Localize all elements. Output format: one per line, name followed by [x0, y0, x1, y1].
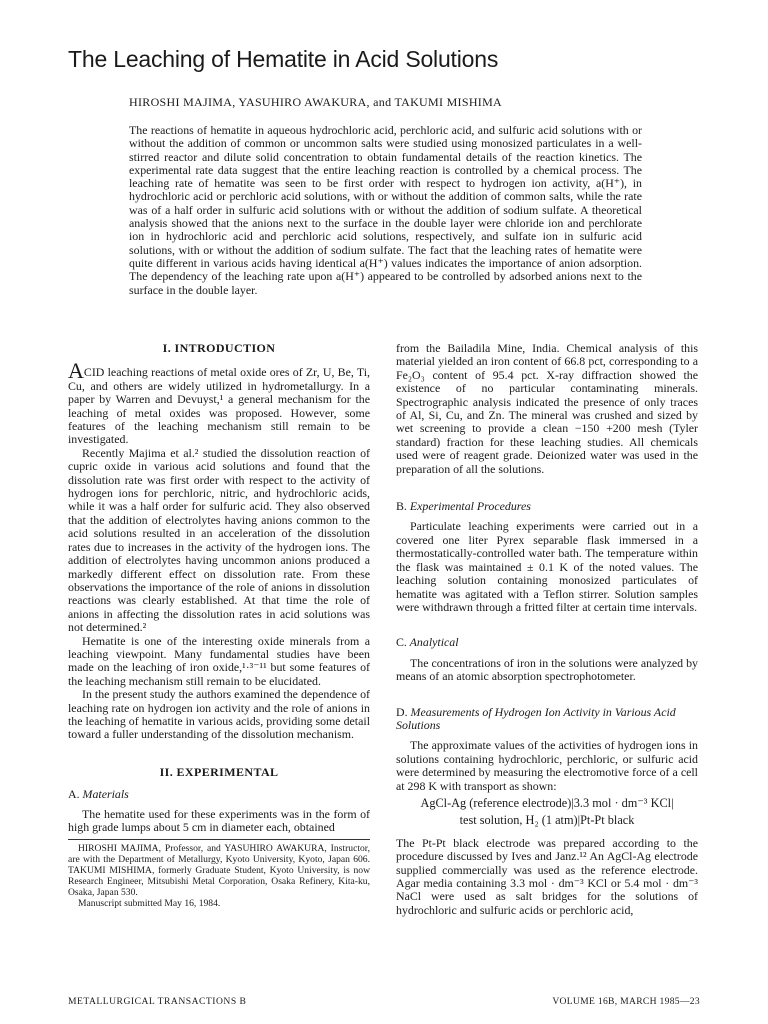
author-footnote	[68, 839, 370, 909]
materials-paragraph-continued: from the Bailadila Mine, India. Chemical analysis of this material yielded an iron content of 66.8 pct, corresponding to a Fe₂O₃ content of 95.4 pct. X-ray diffraction showed the existence of no particular contaminating minerals. Spectrographic analysis indicated the presence of only traces of Al, Si, Cu, and Zn. The mineral was crushed and sized by wet screening to provide a clean −150 +200 mesh (Tyler standard) fraction for these leaching studies. All chemicals used were of reagent grade. Deionized water was used in the preparation of all the solutions.	[396, 341, 698, 476]
analytical-paragraph: The concentrations of iron in the solutions were analyzed by means of an atomic absorption spectrophotometer.	[396, 655, 698, 684]
intro-paragraph-1	[68, 358, 370, 447]
subsection-label: B.	[396, 499, 407, 514]
section-heading-introduction: I. INTRODUCTION	[162, 341, 276, 355]
subsection-heading-materials	[68, 788, 370, 801]
subsection-title: Measurements of Hydrogen Ion Activity in Various Acid Solutions	[396, 704, 676, 732]
cell-equation-line-1: AgCl-Ag (reference electrode)|3.3 mol · dm⁻³ KCl|	[420, 795, 674, 810]
left-column	[68, 342, 370, 909]
subsection-title: Materials	[82, 787, 129, 802]
subsection-heading-measurements	[396, 706, 698, 733]
intro-paragraph-3: Hematite is one of the interesting oxide minerals from a leaching viewpoint. Many fundamental studies have been made on the leaching of iron oxide,¹·³⁻¹¹ but some features of the leaching mechanism still remain to be elucidated.	[68, 633, 370, 688]
subsection-title: Experimental Procedures	[409, 499, 531, 514]
footnote-submitted: Manuscript submitted May 16, 1984.	[78, 898, 221, 910]
drop-cap: A	[68, 358, 84, 384]
volume-page: VOLUME 16B, MARCH 1985—23	[552, 996, 700, 1007]
footnote-affiliations: HIROSHI MAJIMA, Professor, and YASUHIRO AWAKURA, Instructor, are with the Department of Metallurgy, Kyoto University, Kyoto, Japan 606. TAKUMI MISHIMA, formerly Graduate Student, Kyoto University, is now Research Engineer, Mitsubishi Metal Corporation, Osaka Refinery, Kita-ku, Osaka, Japan 530.	[68, 843, 370, 899]
subsection-heading-procedures	[396, 500, 698, 513]
intro-paragraph-2: Recently Majima et al.² studied the dissolution reaction of cupric oxide in various acid solutions and found that the dissolution rate was first order with respect to the activity of hydrogen ions for perchloric, nitric, and hydrochloric acids, while it was a half order for sulfuric acid. They also observed that the addition of electrolytes having anions common to the acid solutions resulted in an acceleration of the dissolution rates due to increases in the activity of the hydrogen ions. The addition of electrolytes having uncommon anions produced a markedly different effect on dissolution rate. From these observations the importance of the role of anions in dissolution reactions was clearly established. At that time the role of anions in affecting the dissolution rates in acid solutions was not determined.²	[68, 445, 370, 635]
subsection-label: C.	[396, 635, 407, 650]
subsection-heading-analytical	[396, 636, 698, 649]
author-list: HIROSHI MAJIMA, YASUHIRO AWAKURA, and TAKUMI MISHIMA	[129, 95, 503, 109]
measurements-paragraph-2: The Pt-Pt black electrode was prepared according to the procedure discussed by Ives and Janz.¹² An AgCl-Ag electrode supplied commercially was used as the reference electrode. Agar media containing 3.3 mol · dm⁻³ KCl or 5.4 mol · dm⁻³ NaCl were used as salt bridges for the solutions of hydrochloric and sulfuric acids or perchloric acid,	[396, 835, 698, 917]
materials-paragraph-start: The hematite used for these experiments was in the form of high grade lumps about 5 cm in diameter each, obtained	[68, 806, 370, 834]
paper-title: The Leaching of Hematite in Acid Solutions	[68, 46, 499, 72]
section-heading-experimental: II. EXPERIMENTAL	[159, 764, 279, 779]
journal-name: METALLURGICAL TRANSACTIONS B	[68, 996, 247, 1007]
abstract: The reactions of hematite in aqueous hydrochloric acid, perchloric acid, and sulfuric acid solutions with or without the addition of common or uncommon salts were studied using monosized particulates in a well-stirred reactor and dilute solid concentration to obtain fundamental details of the reaction kinetics. The experimental rate data suggest that the entire leaching reaction is controlled by a chemical process. The leaching rate of hematite was seen to be first order with respect to hydrogen ion activity, a(H⁺), in hydrochloric acid or perchloric acid solutions, with or without the addition of common salts, while the rate was of a half order in sulfuric acid solutions with or without the addition of sodium sulfate. A theoretical analysis showed that the anions next to the surface in the double layer were chloride ion and perchlorate ion in hydrochloric acid and perchloric acid solutions, respectively, and sulfate ion in sulfuric acid solutions, with or without the addition of sodium sulfate. The fact that the leaching rates of hematite were quite different in various acids having identical a(H⁺) values indicates the importance of anion adsorption. The dependency of the leaching rate upon a(H⁺) appeared to be controlled by adsorbed anions next to the surface in the double layer.	[129, 123, 642, 297]
intro-paragraph-4: In the present study the authors examined the dependence of leaching rate on hydrogen ion activity and the role of anions in the leaching of hematite in various acids, providing some detail toward a fuller understanding of the dissolution mechanism.	[68, 687, 370, 742]
subsection-label: A.	[68, 787, 80, 802]
subsection-title: Analytical	[409, 635, 459, 650]
measurements-paragraph-1: The approximate values of the activities of hydrogen ions in solutions containing hydrochloric, perchloric, or sulfuric acid were determined by measuring the electromotive force of a cell at 298 K with transport as shown:	[396, 738, 698, 793]
intro-paragraph-1-text: CID leaching reactions of metal oxide ores of Zr, U, Be, Ti, Cu, and others are widely utilized in hydrometallurgy. In a paper by Warren and Devuyst,¹ a general mechanism for the leaching of metal oxides was proposed. However, some features of the leaching mechanism still remain to be investigated.	[68, 365, 370, 447]
right-column	[396, 342, 698, 917]
procedures-paragraph: Particulate leaching experiments were carried out in a covered one liter Pyrex separable flask immersed in a thermostatically-controlled water bath. The temperature within the flask was maintained ± 0.1 K of the noted values. The leaching solution containing monosized particulates of hematite was agitated with a Teflon stirrer. Solution samples were withdrawn through a fritted filter at certain time intervals.	[396, 519, 698, 614]
cell-equation-line-2: test solution, H₂ (1 atm)|Pt-Pt black	[459, 813, 635, 828]
subsection-label: D.	[396, 704, 408, 719]
